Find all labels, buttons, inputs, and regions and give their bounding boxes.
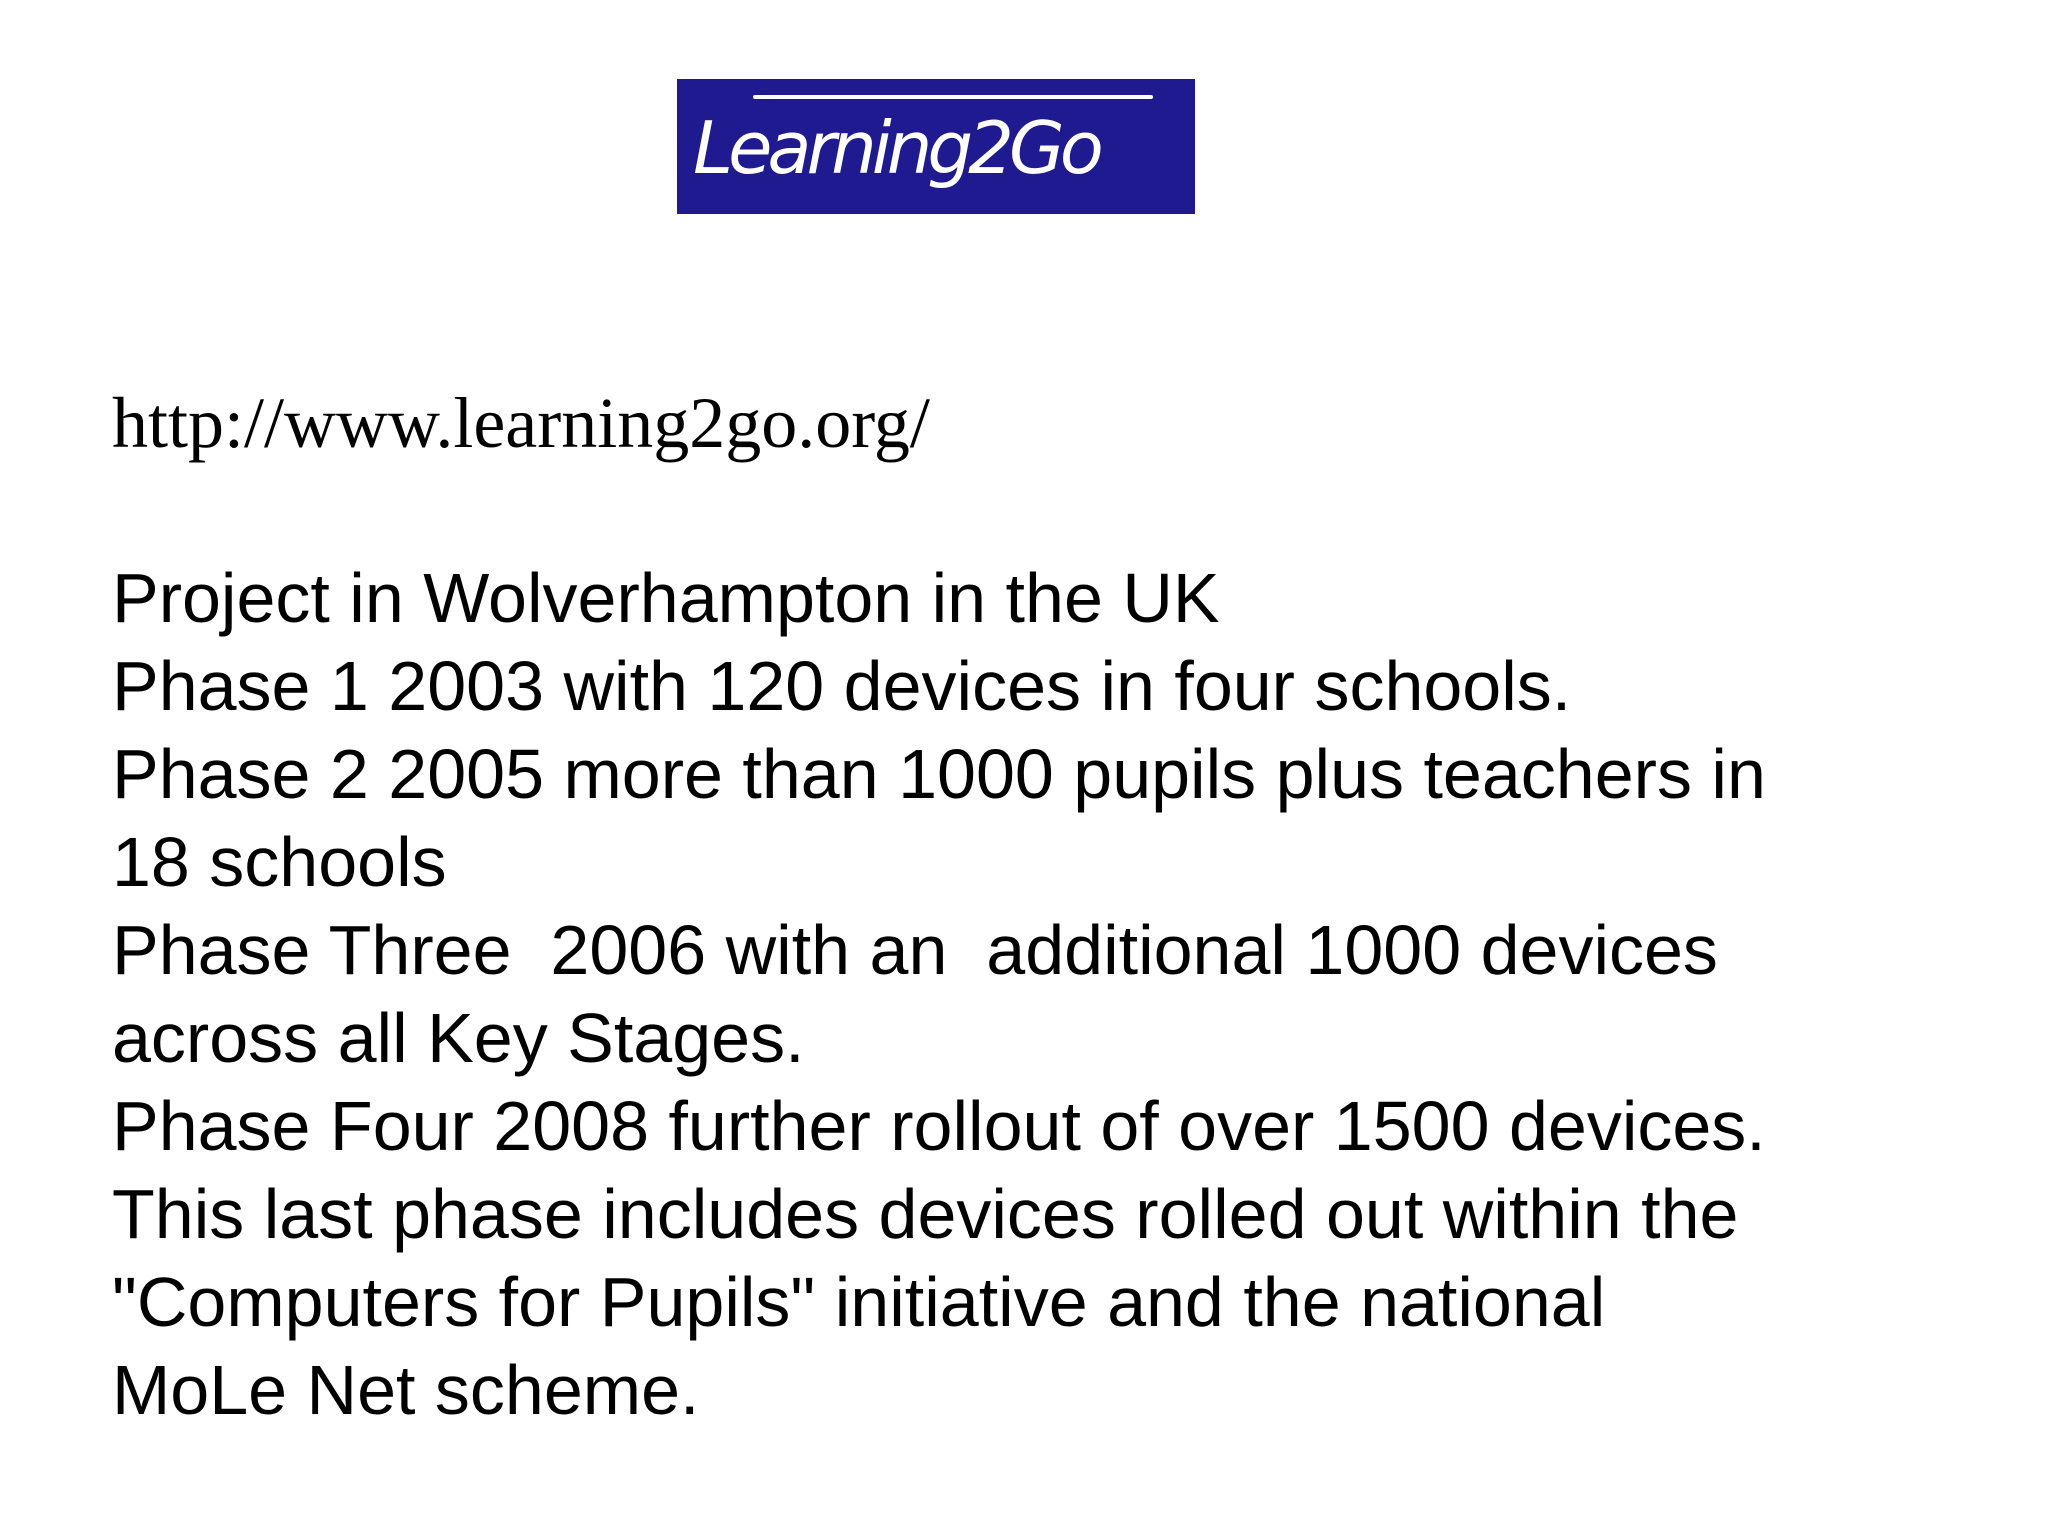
text-line: This last phase includes devices rolled out within the [112,1175,1739,1253]
text-line: Project in Wolverhampton in the UK [112,559,1220,637]
logo-text: Learning2Go [693,106,1099,190]
text-line: 18 schools [112,823,447,901]
text-line: Phase 1 2003 with 120 devices in four schools. [112,647,1572,725]
learning2go-logo [677,79,1195,214]
website-url: http://www.learning2go.org/ [112,383,930,463]
text-line: MoLe Net scheme. [112,1351,700,1429]
text-line: Phase Three 2006 with an additional 1000 devices [112,911,1718,989]
text-line: Phase Four 2008 further rollout of over 1500 devices. [112,1087,1766,1165]
text-line: "Computers for Pupils" initiative and the national [112,1263,1606,1341]
project-description [112,554,2012,1434]
text-line: Phase 2 2005 more than 1000 pupils plus teachers in [112,735,1766,813]
text-line: across all Key Stages. [112,999,805,1077]
